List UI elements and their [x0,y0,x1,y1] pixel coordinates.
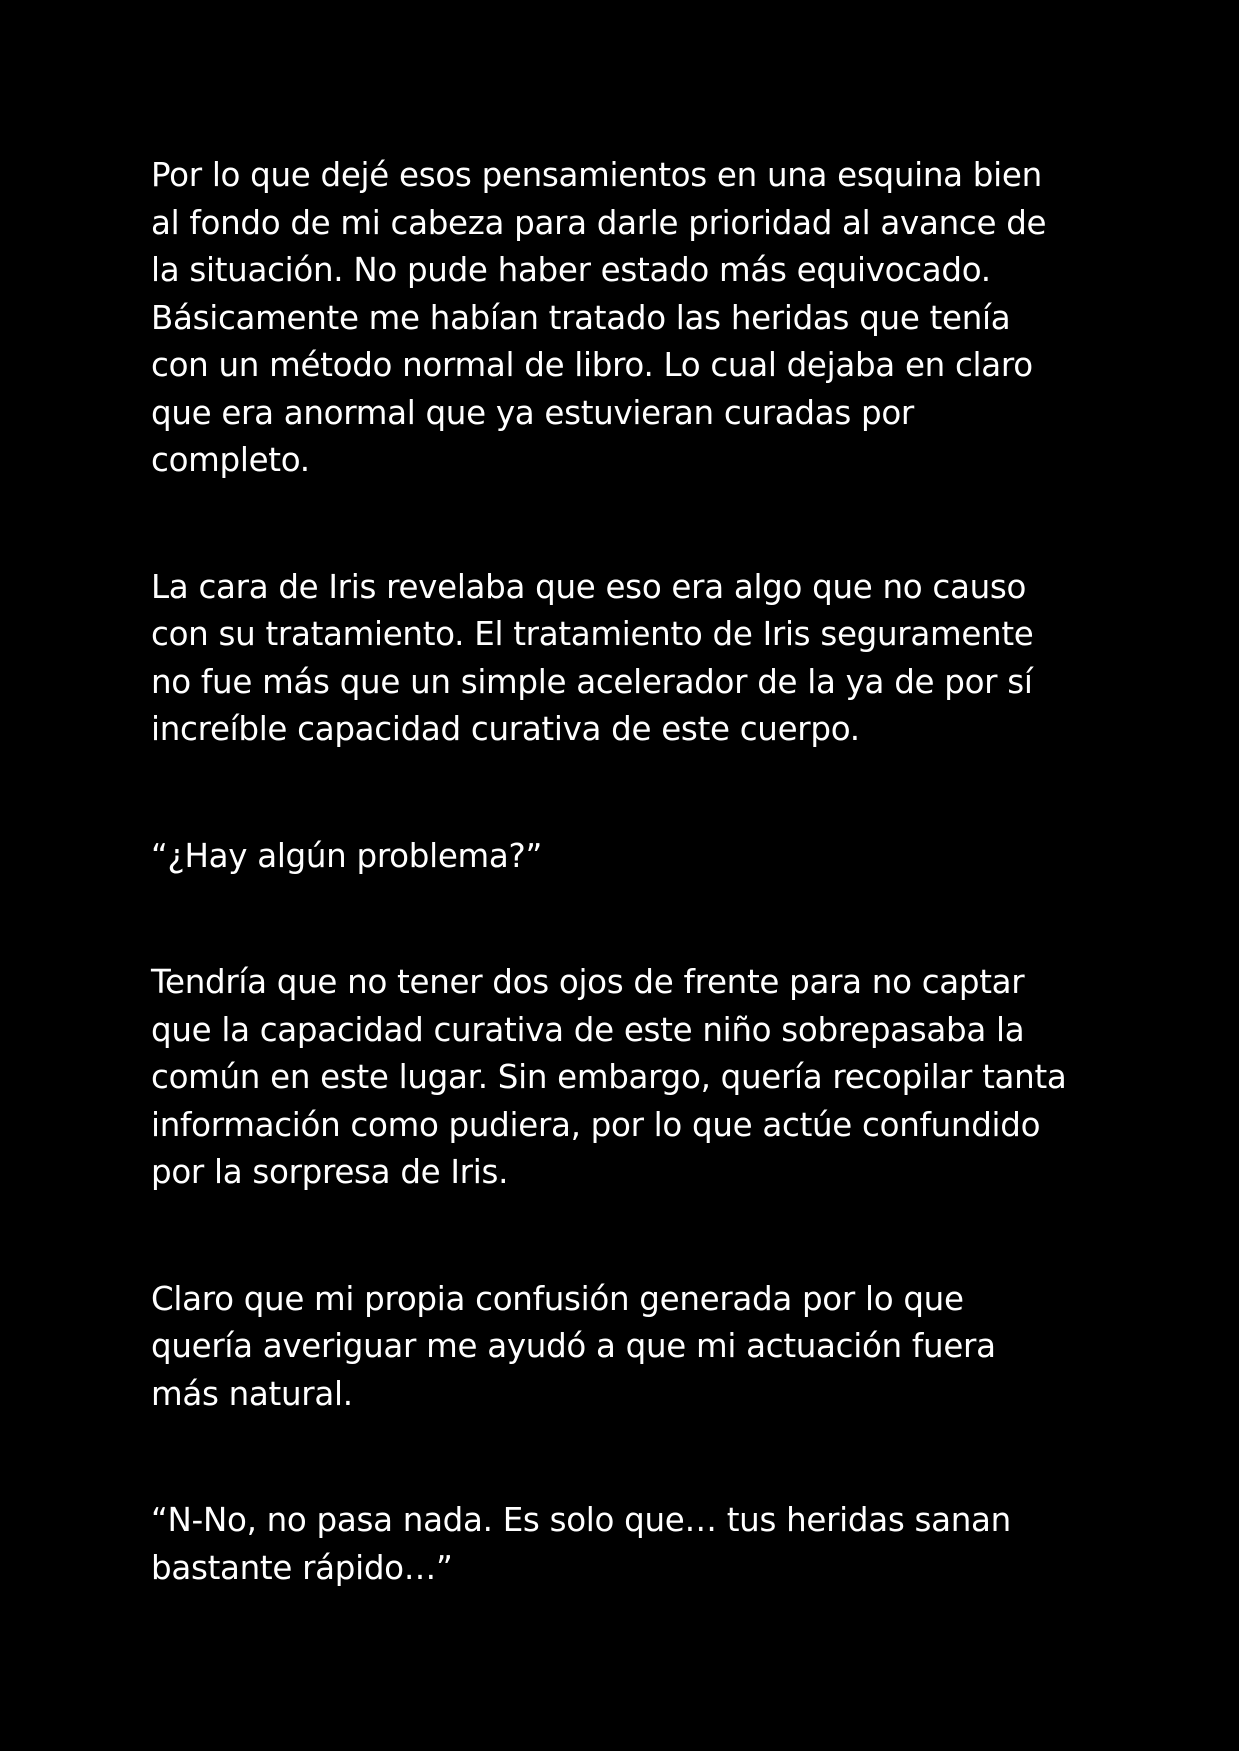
text-line: que era anormal que ya estuvieran curadas por [151,393,914,432]
paragraph-1 [151,152,1111,485]
text-line: Claro que mi propia confusión generada por lo que [151,1279,964,1318]
text-line: quería averiguar me ayudó a que mi actuación fuera [151,1327,996,1365]
text-line: que la capacidad curativa de este niño sobrepasaba la [151,1010,1025,1049]
text-line: con su tratamiento. El tratamiento de Iris seguramente [151,615,1034,653]
paragraph-2 [151,564,1111,754]
text-line: Tendría que no tener dos ojos de frente para no captar [151,963,1025,1001]
text-line: la situación. No pude haber estado más equivocado. [151,251,991,289]
text-line: completo. [151,441,310,479]
paragraph-5 [151,1276,1111,1419]
paragraph-gap [151,1418,1111,1497]
paragraph-gap [151,485,1111,564]
text-line: Básicamente me habían tratado las heridas que tenía [151,298,1011,337]
paragraph-gap [151,880,1111,959]
paragraph-gap [151,1197,1111,1276]
text-line: “¿Hay algún problema?” [151,836,542,875]
text-line: “N-No, no pasa nada. Es solo que… tus heridas sanan [151,1501,1011,1539]
text-line: al fondo de mi cabeza para darle prioridad al avance de [151,203,1047,242]
text-line: La cara de Iris revelaba que eso era algo que no causo [151,567,1027,606]
paragraph-gap [151,754,1111,833]
text-line: por la sorpresa de Iris. [151,1153,509,1191]
text-line: increíble capacidad curativa de este cuerpo. [151,710,860,748]
paragraph-3 [151,833,1111,881]
paragraph-6 [151,1497,1111,1592]
text-line: no fue más que un simple acelerador de la ya de por sí [151,662,1033,701]
paragraph-4 [151,959,1111,1197]
body-text [151,152,1111,1592]
text-line: Por lo que dejé esos pensamientos en una esquina bien [151,156,1042,194]
text-line: bastante rápido…” [151,1548,453,1587]
text-line: con un método normal de libro. Lo cual dejaba en claro [151,346,1033,384]
text-line: información como pudiera, por lo que actúe confundido [151,1105,1041,1144]
text-line: más natural. [151,1374,353,1413]
text-line: común en este lugar. Sin embargo, quería recopilar tanta [151,1058,1067,1096]
